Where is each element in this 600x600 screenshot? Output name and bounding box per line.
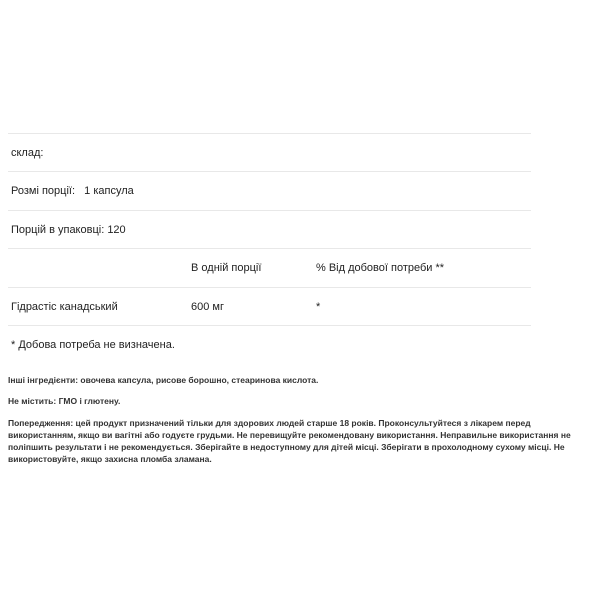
table-header-row: [8, 248, 531, 287]
table-row: [8, 287, 531, 326]
serving-size-row: [8, 171, 531, 210]
composition-title-row: [8, 133, 531, 172]
servings-per-container: Порцій в упаковці: 120: [11, 224, 126, 236]
warning: Попередження: цей продукт призначений тільки для здорових людей старше 18 років. Проконсультуйтеся з лікарем перед використанням, якщо ви вагітні або годуєте грудьми. Не перевищуйте рекомендовану використання. Неправильне використання не поліпшить результати і не рекомендується. Зберігайте в недоступному для дітей місці. Зберігати в прохолодному сухому місці. Не використовуйте, якщо захисна пломба зламана.: [8, 418, 571, 464]
free-from: Не містить: ГМО і глютену.: [8, 396, 121, 406]
ingredient-amount: 600 мг: [191, 301, 224, 313]
servings-per-container-row: [8, 210, 531, 249]
serving-size: Розмі порції: 1 капсула: [11, 185, 134, 197]
composition-title: склад:: [11, 147, 44, 159]
dv-note: * Добова потреба не визначена.: [11, 339, 175, 351]
other-ingredients: Інші інгредієнти: овочева капсула, рисове борошно, стеаринова кислота.: [8, 375, 319, 385]
ingredient-dv: *: [316, 301, 321, 313]
header-per-serving: В одній порції: [191, 262, 262, 274]
ingredient-name: Гідрастіс канадський: [11, 301, 118, 313]
dv-note-row: [8, 325, 531, 364]
header-daily-value: % Від добової потреби **: [316, 262, 445, 274]
